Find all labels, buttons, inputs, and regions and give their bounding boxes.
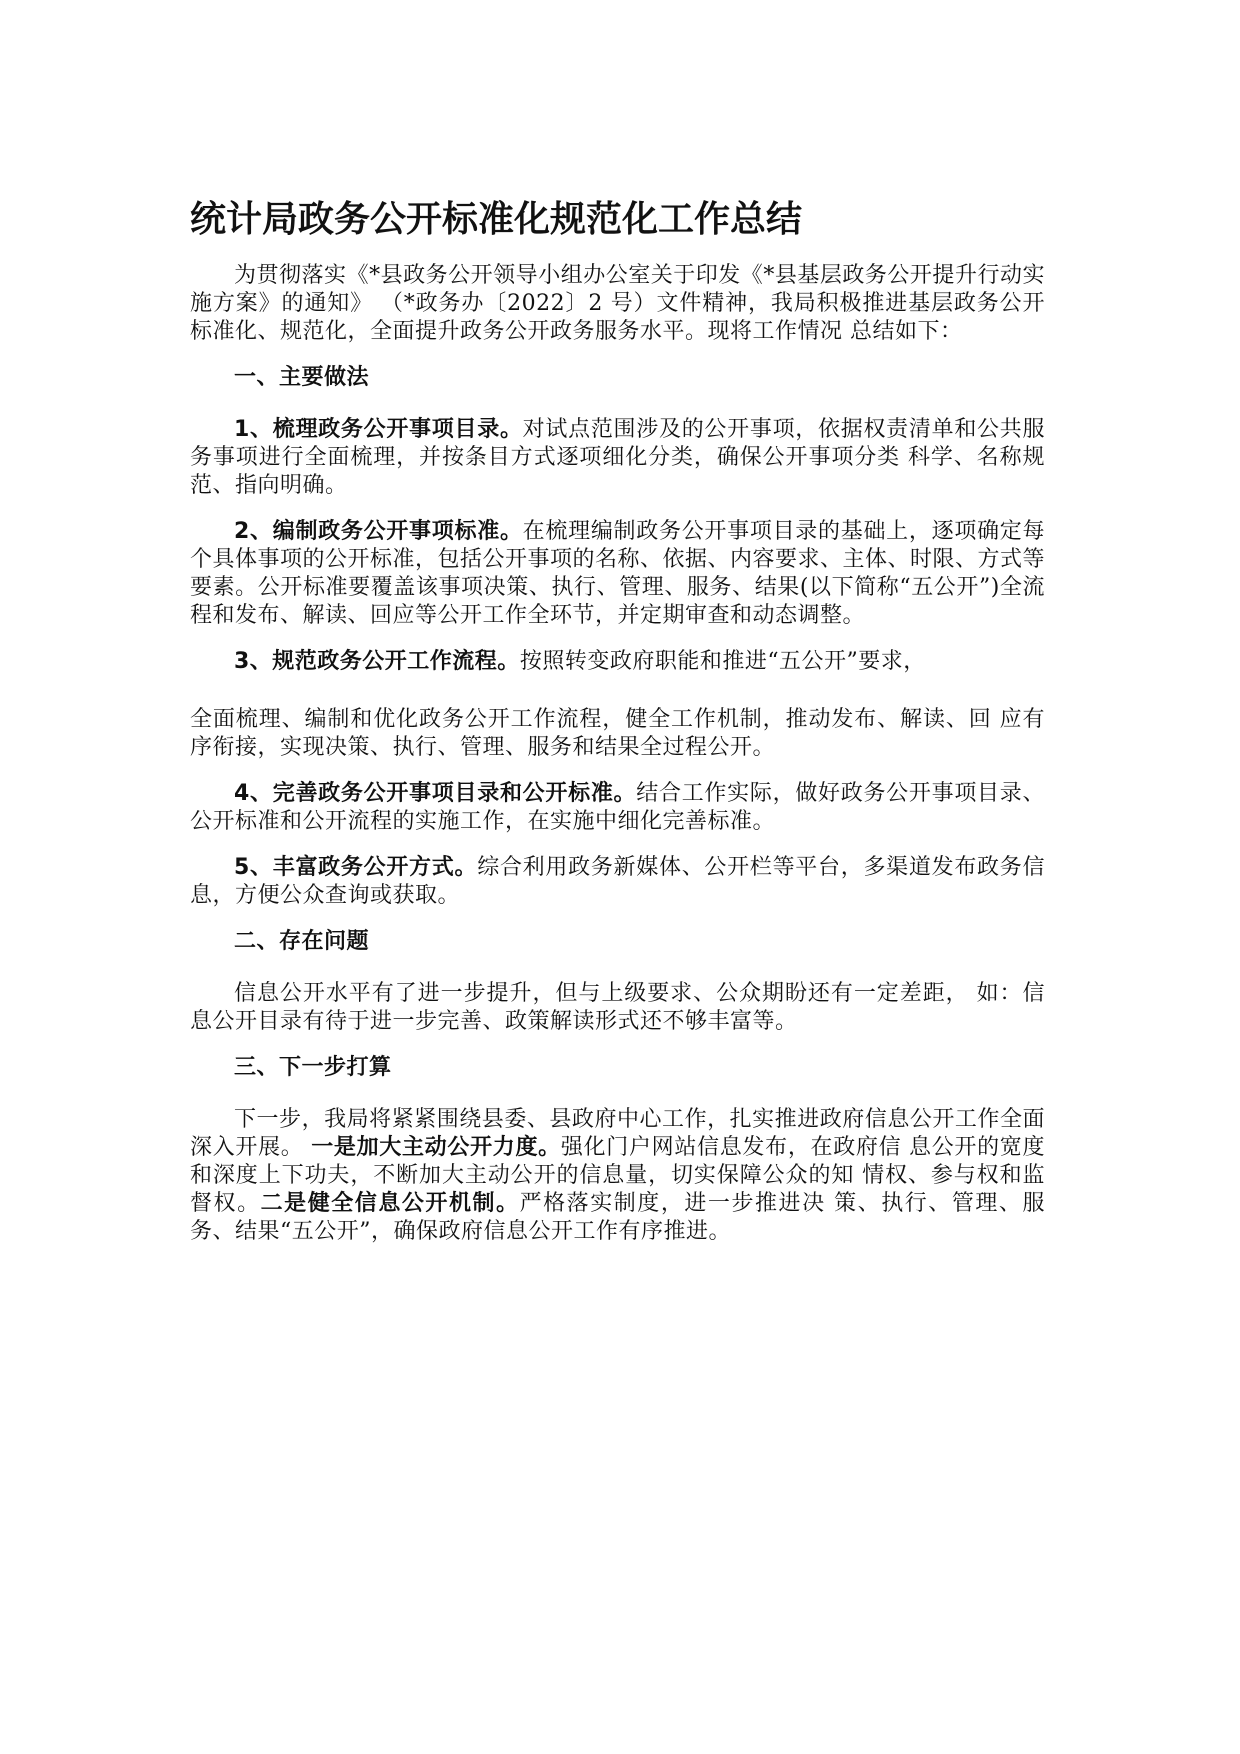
item-4-paragraph bbox=[190, 780, 1045, 836]
section-heading-next-steps: 三、下一步打算 bbox=[234, 1055, 392, 1080]
item-5-text: 综合利用政务新媒体、公开栏等平台，多渠道发布政务信息，方便公众查询或获取。 bbox=[190, 855, 1045, 908]
item-3-paragraph-b: 全面梳理、编制和优化政务公开工作流程，健全工作机制，推动发布、解读、回 应有序衔接，实现决策、执行、管理、服务和结果全过程公开。 bbox=[190, 707, 1045, 760]
item-4-text: 结合工作实际，做好政务公开事项目录、公开标准和公开流程的实施工作，在实施中细化完善标准。 bbox=[190, 781, 1045, 834]
document-body bbox=[190, 262, 1045, 1264]
item-1-lead: 1、梳理政务公开事项目录。 bbox=[234, 417, 523, 442]
item-1-text: 对试点范围涉及的公开事项，依据权责清单和公共服务事项进行全面梳理，并按条目方式逐项细化分类，确保公开事项分类 科学、名称规范、指向明确。 bbox=[190, 417, 1045, 498]
item-5-lead: 5、丰富政务公开方式。 bbox=[234, 855, 478, 880]
next-steps-lead-a: 一是加大主动公开力度。 bbox=[311, 1135, 561, 1160]
problems-paragraph: 信息公开水平有了进一步提升，但与上级要求、公众期盼还有一定差距， 如：信息公开目录有待于进一步完善、政策解读形式还不够丰富等。 bbox=[190, 981, 1045, 1034]
next-steps-lead-b: 二是健全信息公开机制。 bbox=[260, 1191, 520, 1216]
item-2-text: 在梳理编制政务公开事项目录的基础上，逐项确定每个具体事项的公开标准，包括公开事项的名称、依据、内容要求、主体、时限、方式等要素。公开标准要覆盖该事项决策、执行、管理、服务、结果(以下简称“五公开”)全流程和发布、解读、回应等公开工作全环节，并定期审查和动态调整。 bbox=[190, 519, 1046, 628]
next-steps-paragraph bbox=[190, 1106, 1045, 1246]
item-3-paragraph-a bbox=[190, 648, 1045, 676]
item-3-text-a: 按照转变政府职能和推进“五公开”要求， bbox=[519, 649, 926, 674]
next-steps-text-c: 严格落实制度，进一步推进决 策、执行、管理、服务、结果“五公开”，确保政府信息公开工作有序推进。 bbox=[190, 1191, 1045, 1244]
item-2-paragraph bbox=[190, 518, 1045, 630]
item-3-lead: 3、规范政务公开工作流程。 bbox=[234, 649, 520, 674]
document-title: 统计局政务公开标准化规范化工作总结 bbox=[190, 199, 803, 240]
item-4-lead: 4、完善政务公开事项目录和公开标准。 bbox=[234, 781, 637, 806]
section-heading-problems: 二、存在问题 bbox=[234, 929, 370, 954]
intro-paragraph: 为贯彻落实《*县政务公开领导小组办公室关于印发《*县基层政务公开提升行动实施方案》的通知》 （*政务办〔2022〕2 号）文件精神，我局积极推进基层政务公开标准化、规范化，全面提升政务公开政务服务水平。现将工作情况 总结如下： bbox=[190, 263, 1045, 344]
item-2-lead: 2、编制政务公开事项标准。 bbox=[234, 519, 523, 544]
next-steps-text-b: 强化门户网站信息发布，在政府信 息公开的宽度和深度上下功夫，不断加大主动公开的信息量，切实保障公众的知 情权、参与权和监督权。 bbox=[190, 1135, 1045, 1216]
section-heading-main-practices: 一、主要做法 bbox=[234, 365, 370, 390]
next-steps-text-a: 下一步，我局将紧紧围绕县委、县政府中心工作，扎实推进政府信息公开工作全面深入开展。 bbox=[190, 1107, 1045, 1160]
item-1-paragraph bbox=[190, 416, 1045, 500]
item-5-paragraph bbox=[190, 854, 1045, 910]
